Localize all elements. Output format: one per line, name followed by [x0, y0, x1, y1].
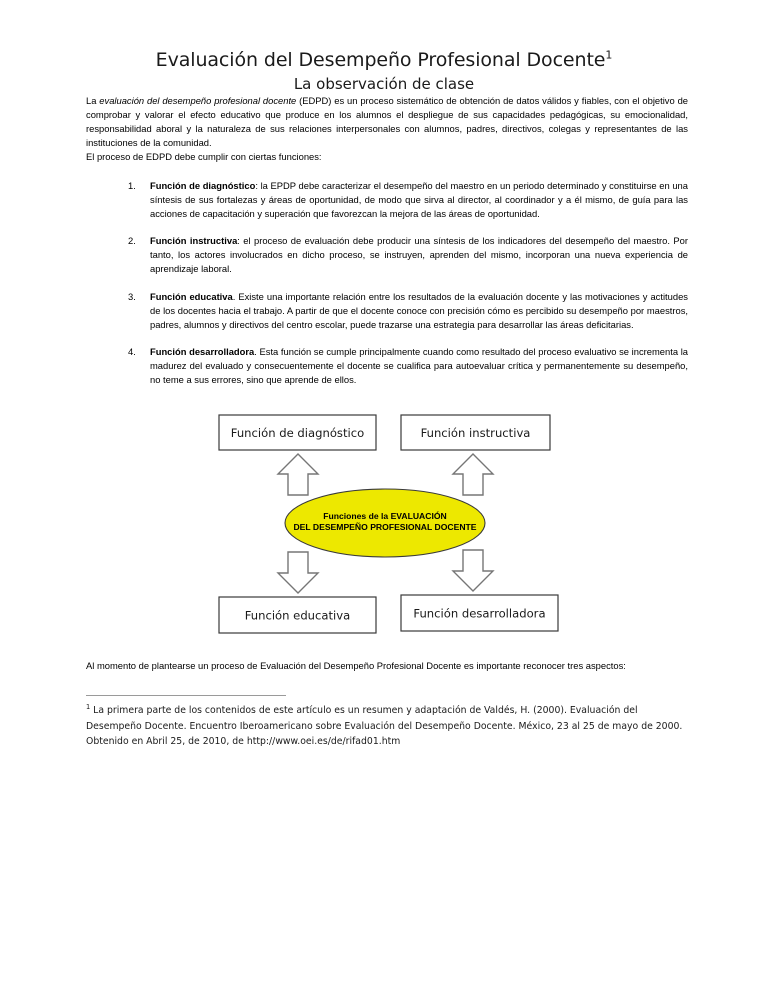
intro-prefix: La [86, 94, 100, 106]
list-item-text: . Esta función se cumple principalmente cuando como resultado del proceso evaluativo se incrementa la madurez del evaluado y consecuentemente el docente se cualifica para autoevaluar crítica y permanentemente su desempeño, no teme a sus errores, sino que aprende de ellos. [150, 345, 689, 386]
ellipse-label-line2: DEL DESEMPEÑO PROFESIONAL DOCENTE [293, 522, 477, 533]
page-title-text: Evaluación del Desempeño Profesional Docente [155, 49, 606, 71]
list-item-term: Función desarrolladora [150, 345, 255, 357]
arrow-shape [453, 454, 493, 495]
title-block [0, 0, 768, 94]
lead-in-paragraph: El proceso de EDPD debe cumplir con ciertas funciones: [86, 150, 322, 162]
list-item [128, 179, 688, 221]
diagram-svg [0, 409, 768, 659]
arrow-shape [278, 454, 318, 495]
diagram-center-ellipse [285, 489, 485, 557]
diagram-box-label: Función instructiva [420, 426, 531, 441]
arrow-shape [278, 552, 318, 593]
footnote-marker: 1 [86, 703, 91, 712]
arrow-shape [453, 550, 493, 591]
diagram-box-educativa [219, 597, 376, 633]
arrow-up-icon [453, 454, 493, 495]
arrow-down-icon [278, 552, 318, 593]
body-content [86, 94, 688, 388]
diagram-box-desarrolladora [401, 595, 558, 631]
intro-italic-term: evaluación del desempeño profesional docente [99, 94, 297, 106]
list-item [128, 345, 688, 387]
diagram-box-diagnostico [219, 415, 376, 450]
list-item [128, 290, 688, 332]
footnote-body: La primera parte de los contenidos de este artículo es un resumen y adaptación de Valdés, H. (2000). Evaluación del Desempeño Docente. Encuentro Iberoamericano sobre Evaluación del Desempeño Docente. México, 23 al 25 de mayo de 2000. Obtenido en Abril 25, de 2010, de http://www.oei.es/de/rifad01.htm [86, 705, 683, 748]
closing-paragraph: Al momento de plantearse un proceso de Evaluación del Desempeño Profesional Docente es importante reconocer tres aspectos: [86, 660, 626, 672]
list-item-text: : la EPDP debe caracterizar el desempeño del maestro en un periodo determinado y constituirse en una síntesis de sus fortalezas y áreas de oportunidad, de modo que sirva al director, al coordinador y a él mismo, de guía para las acciones de capacitación y superación que favorezcan la mejora de las áreas de oportunidad. [150, 179, 688, 220]
list-item-term: Función instructiva [150, 235, 238, 247]
arrow-up-icon [278, 454, 318, 495]
list-item-text: . Existe una importante relación entre los resultados de la evaluación docente y las motivaciones y actitudes de los docentes hacia el trabajo. A partir de que el docente conoce con precisión cómo es percibido su desempeño por maestros, padres, alumnos y directivos del centro escolar, puede trazarse una estrategia para desarrollar las áreas deficitarias. [150, 290, 688, 330]
intro-paragraph [86, 94, 688, 150]
list-item-term: Función de diagnóstico [150, 179, 256, 191]
intro-rest: (EDPD) es un proceso sistemático de obtención de datos válidos y fiables, con el objetivo de comprobar y valorar el efecto educativo que produce en los alumnos el despliegue de sus capacidades pedagógicas, su emocionalidad, responsabilidad aboral y la naturaleza de sus relaciones interpersonales con alumnos, padres, directivos, colegas y representantes de las instituciones de la comunidad. [86, 94, 688, 148]
diagram-box-label: Función desarrolladora [413, 606, 546, 621]
page-subtitle: La observación de clase [293, 75, 475, 94]
arrow-down-icon [453, 550, 493, 591]
title-footnote-ref: 1 [605, 48, 613, 62]
footnote-area [86, 673, 688, 749]
list-item-term: Función educativa [150, 290, 233, 302]
diagram-box-label: Función de diagnóstico [230, 426, 365, 441]
list-item-text: : el proceso de evaluación debe producir una síntesis de los indicadores del desempeño del maestro. Por tanto, los actores involucrados en dicho proceso, se instruyen, aprenden del mismo, incorporan una nueva experiencia de aprendizaje laboral. [150, 235, 689, 275]
closing-content [86, 659, 688, 673]
page-title [0, 50, 768, 71]
funciones-list [86, 179, 688, 387]
ellipse-label-line1: Funciones de la EVALUACIÓN [323, 511, 447, 522]
funciones-diagram [0, 409, 768, 659]
diagram-box-instructiva [401, 415, 550, 450]
footnote [86, 703, 688, 749]
diagram-box-label: Función educativa [244, 608, 351, 623]
footnote-separator [86, 695, 286, 696]
list-item [128, 234, 688, 276]
